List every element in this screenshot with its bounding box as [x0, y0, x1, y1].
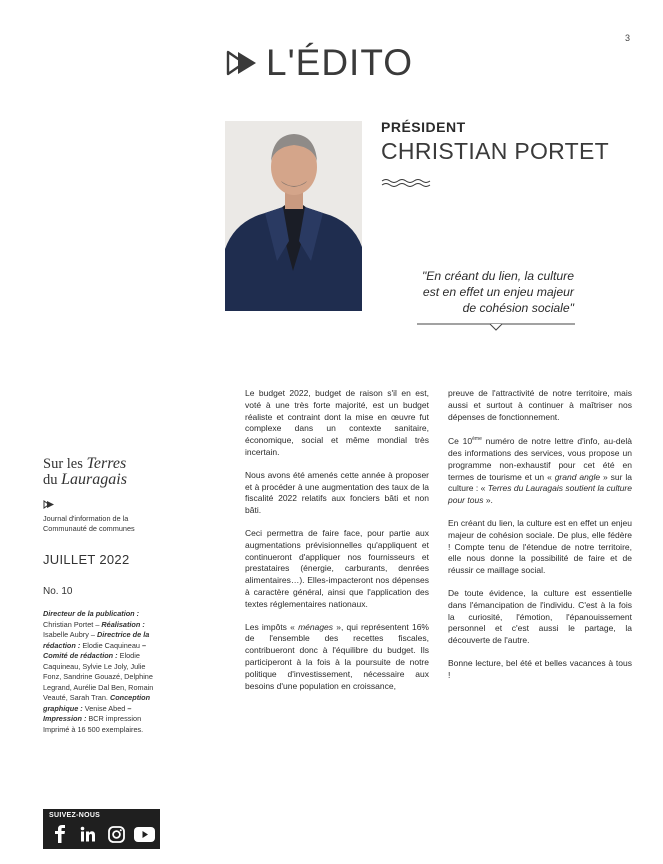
facebook-icon[interactable] — [48, 823, 72, 845]
social-box — [43, 809, 160, 849]
author-role: PRÉSIDENT — [381, 119, 466, 135]
social-title: SUIVEZ-NOUS — [49, 812, 101, 819]
journal-description: Journal d'information de la Communauté de communes — [43, 514, 135, 533]
social-icons — [48, 823, 160, 845]
paragraph: Les impôts « ménages », qui représentent 16% de l'ensemble des recettes fiscales, contribueront donc à l'équilibre du budget. Ils participeront à la fois à la poursuite de notre politique d'investissement, nécessaire aux besoins d'une population en croissance, — [245, 621, 429, 691]
page-title: L'ÉDITO — [266, 42, 414, 83]
president-photo — [225, 121, 362, 311]
issue-date: JUILLET 2022 — [43, 552, 130, 567]
body-column-right — [448, 388, 632, 693]
double-play-arrow-icon — [43, 500, 55, 509]
body-column-left — [245, 388, 429, 703]
paragraph: Nous avons été amenés cette année à proposer et à procéder à une augmentation des taux de la fiscalité 2022 relatifs aux fonciers bâti et non bâti. — [245, 469, 429, 516]
pull-quote: "En créant du lien, la culture est en effet un enjeu majeur de cohésion sociale" — [421, 269, 574, 315]
linkedin-icon[interactable] — [76, 823, 100, 845]
paragraph: Ceci permettra de faire face, pour partie aux augmentations prévisionnelles qu'appliquent et continueront d'appliquer nos fournisseurs et prestataires (énergie, carburants, denrées alimentaires…). Elles-impacteront nos dépenses à caractère général, ainsi que l'application des textes réglementaires nationaux. — [245, 527, 429, 609]
paragraph: Bonne lecture, bel été et belles vacances à tous ! — [448, 657, 632, 680]
paragraph: Le budget 2022, budget de raison s'il en est, voté à une très forte majorité, est un budget réaliste et contraint dont la mise en œuvre fut complexe dans un contexte sanitaire, économique, social et même mondial très incertain. — [245, 388, 429, 457]
double-play-arrow-icon — [226, 49, 260, 77]
author-name: CHRISTIAN PORTET — [381, 138, 610, 164]
instagram-icon[interactable] — [104, 823, 128, 845]
paragraph: preuve de l'attractivité de notre territoire, mais aussi et surtout à continuer à maîtriser nos dépenses de fonctionnement. — [448, 388, 632, 422]
youtube-icon[interactable] — [132, 823, 156, 845]
publication-credits: Directeur de la publication : Christian Portet – Réalisation : Isabelle Aubry – Directrice de la rédaction : Elodie Caquineau – Comité de rédaction : Elodie Caquineau, Sylvie Le Joly, Julie Fonz, Sandrine Gouazé, Delphine Legrand, Aurélie Dal Ben, Romain Veauté, Sarah Tran. Conception graphique : Venise Abed – Impression : BCR impression Imprimé à 16 500 exemplaires. — [43, 609, 154, 734]
wave-divider — [381, 177, 431, 189]
quote-underline — [417, 321, 575, 331]
edito-header — [226, 44, 413, 81]
issue-number: No. 10 — [43, 586, 73, 597]
paragraph: De toute évidence, la culture est essentielle dans l'émancipation de l'individu. C'est à la fois la curiosité, l'émotion, l'épanouissement personnel et c'est aussi le partage, la découverte de l'autre. — [448, 587, 632, 646]
page-number: 3 — [624, 33, 630, 43]
paragraph: Ce 10ème numéro de notre lettre d'info, au-delà des informations des services, vous propose un programme non-exhaustif pour cet été en termes de tourisme et un « grand angle » sur la culture : « Terres du Lauragais soutient la culture pour tous ». — [448, 436, 632, 506]
journal-brand: Sur les Terres du Lauragais — [43, 455, 127, 488]
paragraph: En créant du lien, la culture est en effet un enjeu majeur de cohésion sociale. De plus, elle fédère ! Compte tenu de l'étendue de notre territoire, elle nous donne la possibilité de faire et de réussir ce maillage social. — [448, 518, 632, 576]
